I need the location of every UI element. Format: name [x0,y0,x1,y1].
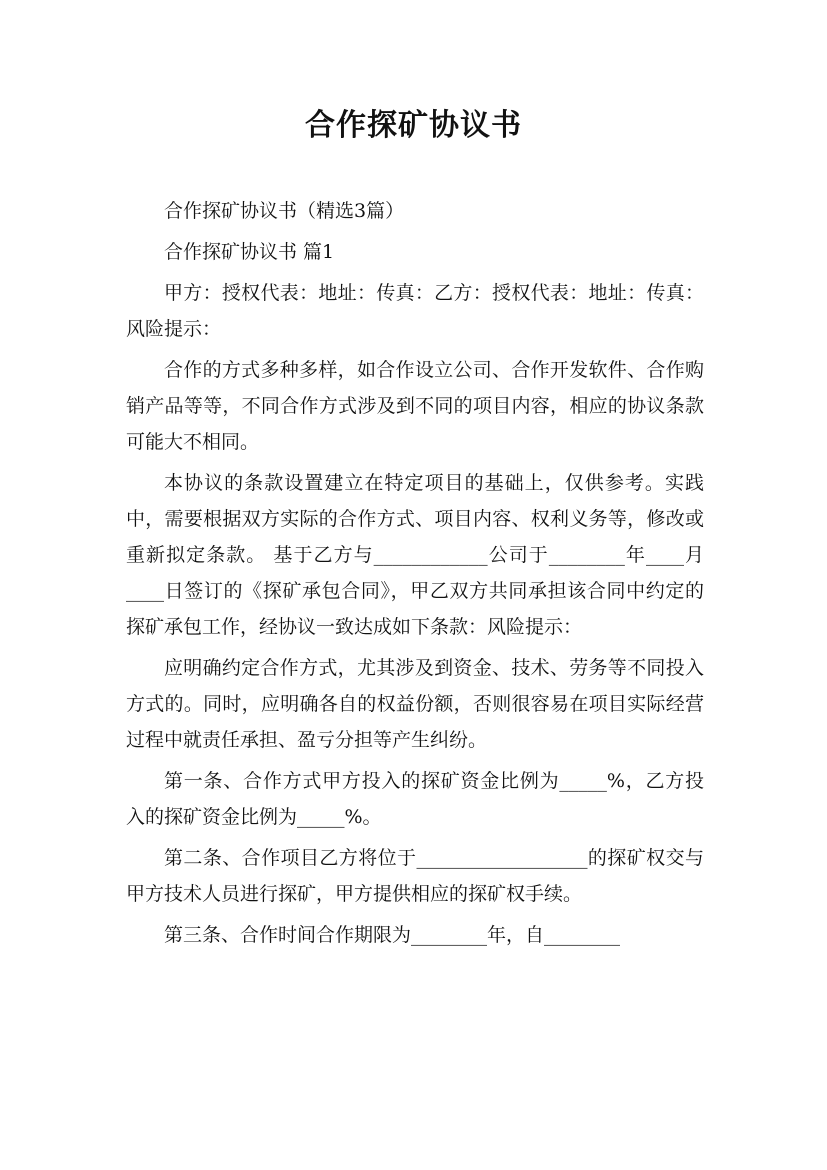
paragraph-subtitle: 合作探矿协议书（精选3篇） [164,200,405,222]
paragraph-article-3: 第三条、合作时间合作期限为________年，自________ [164,924,621,946]
document-title: 合作探矿协议书 [305,108,522,143]
paragraph-article-1: 第一条、合作方式甲方投入的探矿资金比例为_____%，乙方投入的探矿资金比例为_____%。 [126,770,704,828]
paragraph-cooperation-methods: 合作的方式多种多样，如合作设立公司、合作开发软件、合作购销产品等等，不同合作方式涉及到不同的项目内容，相应的协议条款可能大不相同。 [126,359,704,453]
paragraph-parties: 甲方：授权代表：地址：传真：乙方：授权代表：地址：传真：风险提示： [126,282,704,340]
paragraph-risk-notice: 应明确约定合作方式，尤其涉及到资金、技术、劳务等不同投入方式的。同时，应明确各自的权益份额，否则很容易在项目实际经营过程中就责任承担、盈亏分担等产生纠纷。 [126,657,704,751]
paragraph-article-2: 第二条、合作项目乙方将位于__________________的探矿权交与甲方技术人员进行探矿，甲方提供相应的探矿权手续。 [126,847,704,905]
paragraph-agreement-basis: 本协议的条款设置建立在特定项目的基础上，仅供参考。实践中，需要根据双方实际的合作方式、项目内容、权利义务等，修改或重新拟定条款。 基于乙方与____________公司于________年____月____日签订的《探矿承包合同》，甲乙双方共同承担该合同中约定的探矿承包工作，经协议一致达成如下条款：风险提示： [126,472,704,638]
paragraph-section-heading: 合作探矿协议书 篇1 [164,241,335,263]
document-body [126,193,704,958]
